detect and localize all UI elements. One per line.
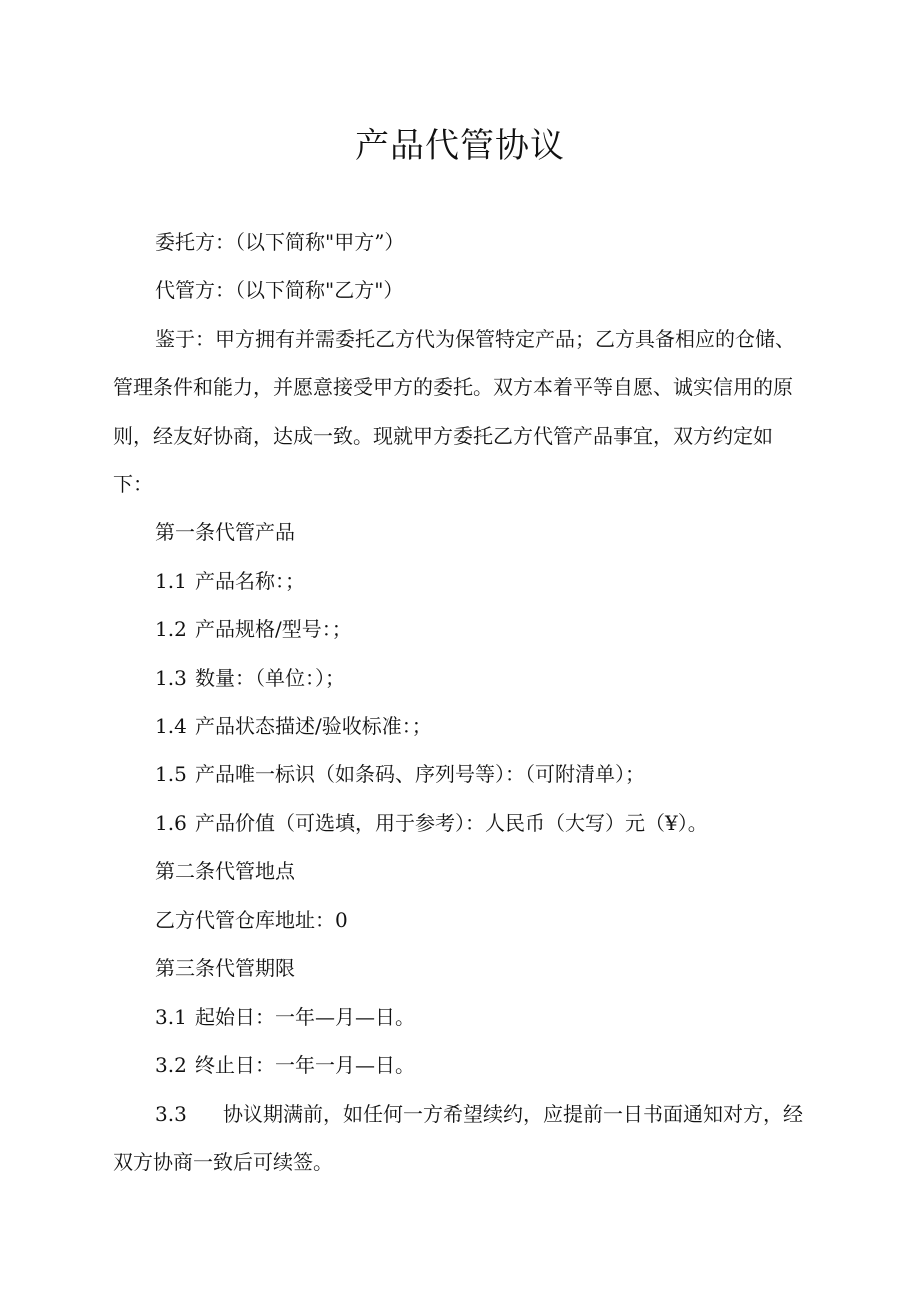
clause-1-5 (155, 760, 645, 788)
clause-text: 产品状态描述/验收标准：； (195, 714, 432, 738)
clause-text: 终止日：一年一月—日。 (195, 1053, 415, 1077)
clause-number: 3.1 (155, 1005, 187, 1029)
clause-1-1 (155, 567, 305, 595)
clause-number: 3.2 (155, 1053, 187, 1077)
clause-number: 1.6 (155, 811, 187, 835)
clause-number: 1.3 (155, 666, 187, 690)
custodian-party-line: 代管方：（以下简称"乙方"） (155, 278, 404, 302)
document-title: 产品代管协议 (355, 126, 565, 166)
clause-3-3 (155, 1100, 803, 1128)
clause-3-3-continuation: 双方协商一致后可续签。 (113, 1150, 333, 1174)
clause-3-2 (155, 1051, 415, 1079)
client-party-line: 委托方：（以下简称"甲方”） (155, 230, 405, 254)
article-3-heading: 第三条代管期限 (155, 956, 295, 980)
clause-text: 起始日：一年—月—日。 (195, 1005, 415, 1029)
clause-1-3 (155, 664, 345, 692)
clause-1-4 (155, 712, 432, 740)
clause-text: 产品规格/型号：； (195, 617, 352, 641)
clause-text: 产品唯一标识（如条码、序列号等）：（可附清单）； (195, 762, 645, 786)
preamble-line-2: 管理条件和能力，并愿意接受甲方的委托。双方本着平等自愿、诚实信用的原 (113, 375, 793, 399)
clause-text: 产品名称：； (195, 569, 305, 593)
clause-text: 协议期满前，如任何一方希望续约，应提前一日书面通知对方，经 (223, 1102, 803, 1126)
clause-number: 1.1 (155, 569, 187, 593)
clause-number: 3.3 (155, 1102, 187, 1126)
warehouse-address-line: 乙方代管仓库地址：0 (155, 908, 348, 932)
preamble-line-1: 鉴于：甲方拥有并需委托乙方代为保管特定产品；乙方具备相应的仓储、 (155, 327, 795, 351)
clause-1-2 (155, 615, 352, 643)
clause-1-6 (155, 809, 708, 837)
clause-number: 1.2 (155, 617, 187, 641)
article-1-heading: 第一条代管产品 (155, 520, 295, 544)
article-2-heading: 第二条代管地点 (155, 859, 295, 883)
clause-text: 产品价值（可选填，用于参考）：人民币（大写）元（¥）。 (195, 811, 708, 835)
clause-text: 数量：（单位：）； (195, 666, 345, 690)
clause-3-1 (155, 1003, 415, 1031)
preamble-line-4: 下： (113, 472, 153, 496)
clause-number: 1.4 (155, 714, 187, 738)
clause-number: 1.5 (155, 762, 187, 786)
preamble-line-3: 则，经友好协商，达成一致。现就甲方委托乙方代管产品事宜，双方约定如 (113, 424, 773, 448)
